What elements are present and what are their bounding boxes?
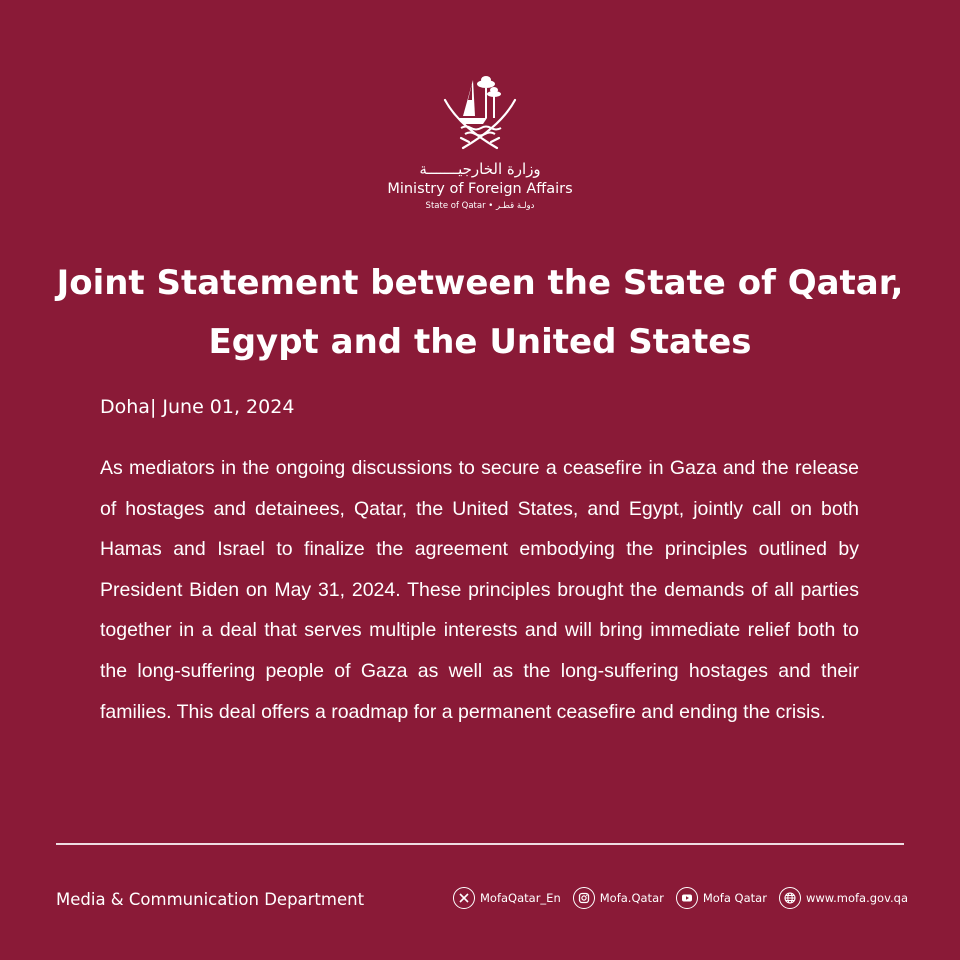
footer-divider	[56, 843, 904, 845]
social-x[interactable]	[453, 887, 561, 909]
social-youtube[interactable]	[676, 887, 767, 909]
social-website-label: www.mofa.gov.qa	[805, 891, 908, 905]
globe-icon	[779, 887, 801, 909]
ministry-logo	[0, 70, 960, 212]
instagram-icon	[573, 887, 595, 909]
x-icon	[453, 887, 475, 909]
social-links	[453, 887, 908, 909]
social-instagram[interactable]	[573, 887, 664, 909]
statement-title: Joint Statement between the State of Qatar, Egypt and the United States	[56, 263, 904, 362]
social-instagram-label: Mofa.Qatar	[599, 891, 664, 905]
social-youtube-label: Mofa Qatar	[702, 891, 767, 905]
department-label: Media & Communication Department	[56, 890, 365, 909]
dateline: Doha| June 01, 2024	[100, 396, 295, 418]
logo-subtitle: State of Qatar • دولـة قطـر	[425, 201, 535, 211]
logo-english-name: Ministry of Foreign Affairs	[387, 181, 573, 197]
statement-body: As mediators in the ongoing discussions to secure a ceasefire in Gaza and the release of hostages and detainees, Qatar, the United States, and Egypt, jointly call on both Hamas and Israel to finalize the agreement embodying the principles outlined by President Biden on May 31, 2024. These principles brought the demands of all parties together in a deal that serves multiple interests and will bring immediate relief both to the long-suffering people of Gaza as well as the long-suffering hostages and their families. This deal offers a roadmap for a permanent ceasefire and ending the crisis.	[100, 457, 859, 723]
youtube-icon	[676, 887, 698, 909]
social-website[interactable]	[779, 887, 908, 909]
qatar-emblem-icon	[435, 70, 525, 154]
social-x-label: MofaQatar_En	[480, 891, 561, 905]
logo-arabic-name: وزارة الخارجيـــــــة	[419, 160, 541, 178]
